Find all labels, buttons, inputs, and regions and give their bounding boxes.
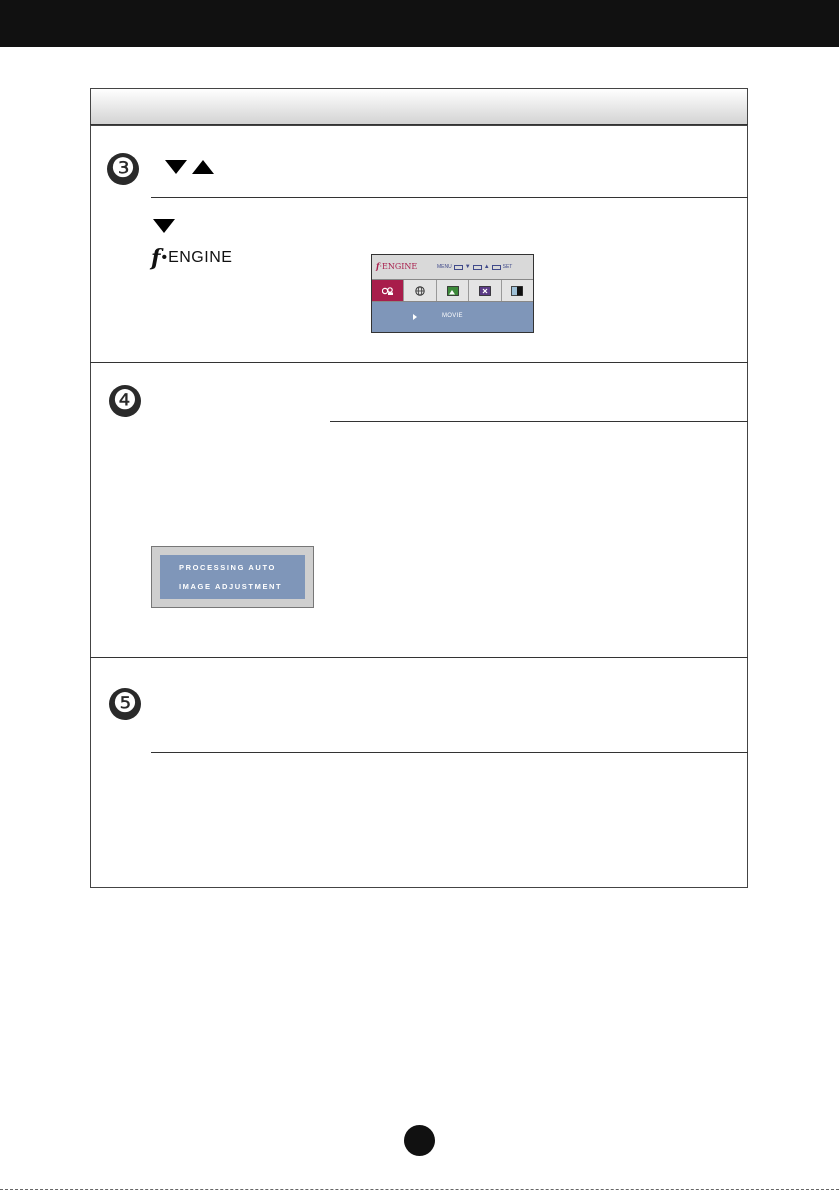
- osd-pointer-icon: [413, 314, 417, 320]
- osd-tile-user[interactable]: [469, 280, 501, 301]
- processing-message-box: [151, 546, 314, 608]
- osd-brand-word: ·ENGINE: [379, 262, 418, 271]
- osd-brand: [376, 261, 417, 271]
- osd-selected-mode: MOVIE: [442, 313, 463, 319]
- fengine-logo: [151, 247, 232, 269]
- movie-icon: [382, 286, 394, 296]
- processing-line-2: IMAGE ADJUSTMENT: [179, 582, 283, 591]
- fengine-f-glyph: f: [151, 245, 161, 271]
- processing-line-1: PROCESSING AUTO: [179, 563, 276, 572]
- normal-icon: [511, 286, 523, 296]
- osd-menu-label: MENU: [437, 264, 452, 270]
- section-divider: [90, 362, 748, 363]
- step-3-underline: [151, 197, 748, 198]
- down-arrow-button-icon: [165, 160, 187, 174]
- osd-tile-movie[interactable]: [372, 280, 404, 301]
- section-divider: [90, 124, 748, 125]
- osd-tile-internet[interactable]: [404, 280, 436, 301]
- frame-header: [91, 89, 747, 126]
- osd-tile-photo[interactable]: [437, 280, 469, 301]
- step-4-number: ❹: [109, 385, 141, 417]
- down-arrow-button-icon: [153, 219, 175, 233]
- processing-message-panel: [160, 555, 305, 599]
- photo-icon: [447, 286, 459, 296]
- osd-controls: [437, 264, 512, 270]
- osd-tile-normal[interactable]: [502, 280, 533, 301]
- osd-set-label: SET: [502, 264, 513, 270]
- osd-up-key-icon: [492, 265, 501, 270]
- step-5-underline: [151, 752, 748, 753]
- header-bar: [0, 0, 839, 47]
- up-arrow-button-icon: [192, 160, 214, 174]
- page-number-badge: [404, 1125, 435, 1156]
- osd-up-icon: ▲: [483, 264, 490, 270]
- user-icon: [479, 286, 491, 296]
- instruction-frame: [90, 88, 748, 888]
- fengine-dot: •: [161, 249, 168, 266]
- step-4-underline: [330, 421, 748, 422]
- fengine-word: ENGINE: [168, 249, 233, 266]
- osd-down-icon: ▼: [464, 264, 471, 270]
- step-5-number: ❺: [109, 688, 141, 720]
- osd-brand-f: f: [376, 261, 380, 271]
- bottom-dashed-line: [0, 1189, 839, 1190]
- internet-icon: [414, 286, 426, 296]
- osd-mode-tiles: [372, 279, 533, 302]
- section-divider: [90, 657, 748, 658]
- step-3-number: ❸: [107, 153, 139, 185]
- osd-down-key-icon: [473, 265, 482, 270]
- fengine-osd-menu: [371, 254, 534, 333]
- osd-menu-key-icon: [454, 265, 463, 270]
- osd-selection-panel: [372, 302, 533, 332]
- osd-title-bar: [372, 255, 533, 279]
